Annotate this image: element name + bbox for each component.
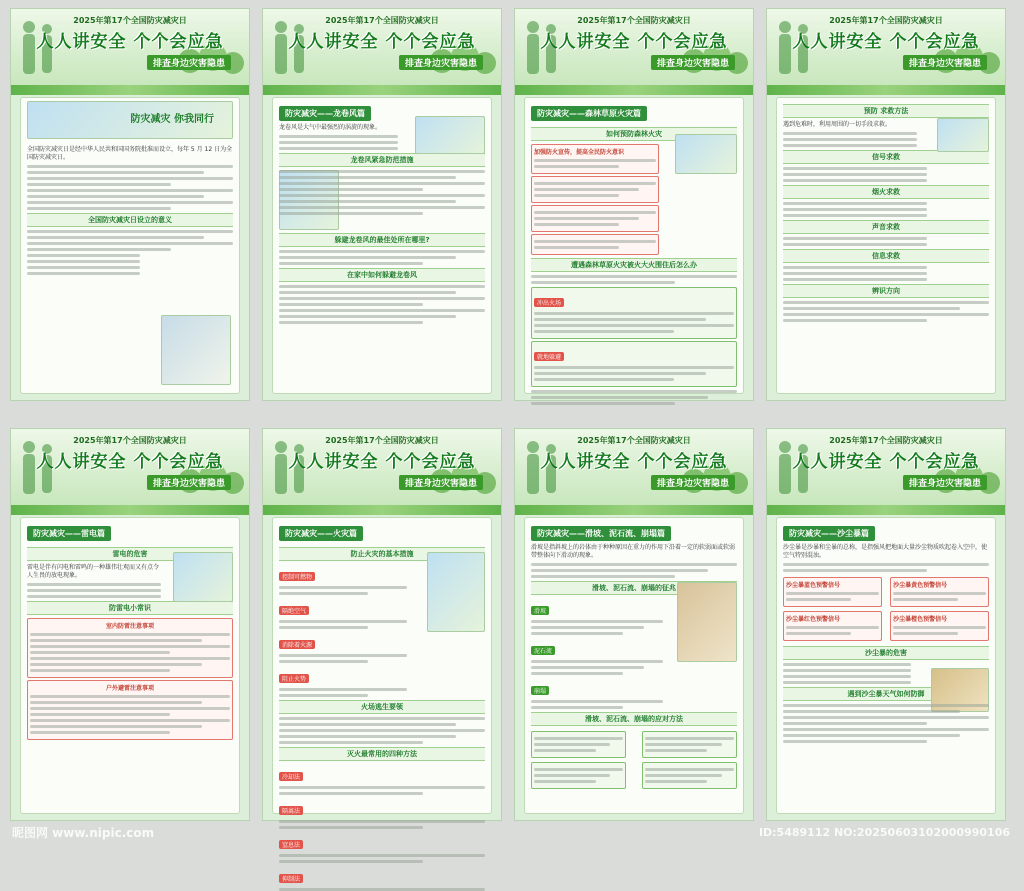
slogan: 人人讲安全 个个会应急 [792,32,980,52]
tag-label: 泥石流 [531,646,555,655]
city-skyline-picture [27,101,233,139]
tag-label: 阻止火势 [279,674,309,683]
poster-header [515,429,753,515]
warning-box [890,577,989,607]
section-title: 滑坡、泥石流、崩塌的应对方法 [531,712,737,726]
event-date: 2025年第17个全国防灾减灾日 [577,436,691,445]
subtitle: 排查身边灾害隐患 [903,55,987,70]
section-title: 在家中如何躲避龙卷风 [279,268,485,282]
landslide-picture [677,582,737,662]
event-date: 2025年第17个全国防灾减灾日 [325,436,439,445]
poster-header [515,9,753,95]
tornado-picture [161,315,231,385]
section-title: 火场逃生要领 [279,700,485,714]
poster-4 [766,8,1006,401]
poster-title: 防灾减灾——森林草原火灾篇 [531,106,647,121]
subtitle: 排查身边灾害隐患 [903,475,987,490]
poster-5 [10,428,250,821]
section-title: 遇到沙尘暴天气如何防御 [783,687,989,701]
poster-header [767,9,1005,95]
tip-box [531,287,737,339]
warning-label: 沙尘暴橙色预警信号 [893,616,948,623]
tag-label: 滑坡 [531,606,549,615]
warning-label: 沙尘暴红色预警信号 [786,616,841,623]
header-band [515,505,753,515]
header-band [263,505,501,515]
event-date: 2025年第17个全国防灾减灾日 [73,436,187,445]
header-band [11,505,249,515]
content-card [524,517,744,814]
section-title: 雷电的危害 [27,547,233,561]
tornado-picture [415,116,485,154]
section-title: 躲避龙卷风的最佳处所在哪里? [279,233,485,247]
poster-header [767,429,1005,515]
intro-text: 龙卷风是大气中最强烈的涡旋的现象。 [279,124,382,131]
tag-label: 冲出火场 [534,298,564,307]
section-title: 遭遇森林草原火灾被火大火围住后怎么办 [531,258,737,272]
tip-box [27,680,233,740]
section-title: 信号求救 [783,150,989,164]
event-date: 2025年第17个全国防灾减灾日 [829,16,943,25]
tag-label: 崩塌 [531,686,549,695]
subtitle: 排查身边灾害隐患 [147,475,231,490]
poster-7 [514,428,754,821]
poster-2 [262,8,502,401]
tag-label: 冷却法 [279,772,303,781]
poster-6 [262,428,502,883]
fire-picture [675,134,737,174]
picture-caption: 防灾减灾 你我同行 [130,114,214,125]
tag-label: 隔绝空气 [279,606,309,615]
subtitle: 排查身边灾害隐患 [399,55,483,70]
subtitle: 排查身边灾害隐患 [147,55,231,70]
poster-8 [766,428,1006,821]
section-title: 辨识方向 [783,284,989,298]
header-band [11,85,249,95]
poster-header [263,9,501,95]
warning-label: 沙尘暴蓝色预警信号 [786,582,841,589]
poster-title: 防灾减灾——龙卷风篇 [279,106,371,121]
content-card [776,97,996,394]
poster-header [263,429,501,515]
tip-heading: 室内防雷注意事项 [105,623,154,630]
poster-header [11,9,249,95]
intro-text: 雷电是伴有闪电和雷鸣的一种雄伟壮观而又有点令人生畏的放电现象。 [27,564,160,579]
content-card [524,97,744,394]
tip-heading: 户外避雷注意事项 [105,685,154,692]
event-date: 2025年第17个全国防灾减灾日 [325,16,439,25]
tip-box [27,618,233,678]
slogan: 人人讲安全 个个会应急 [288,452,476,472]
tag-label: 控制可燃物 [279,572,315,581]
content-card [20,517,240,814]
subtitle: 排查身边灾害隐患 [651,55,735,70]
intro-text: 全国防灾减灾日是经中华人民共和国国务院批准而设立，每年 5 月 12 日为全国防灾减灾日。 [27,146,233,161]
header-band [767,505,1005,515]
content-card [272,97,492,394]
section-title: 灭火最常用的四种方法 [279,747,485,761]
section-title: 龙卷风紧急防范措施 [279,153,485,167]
section-title: 声音求救 [783,220,989,234]
poster-1 [10,8,250,401]
warning-box [783,577,882,607]
header-band [515,85,753,95]
slogan: 人人讲安全 个个会应急 [36,452,224,472]
section-title: 防雷电小常识 [27,601,233,615]
watermark-right: ID:5489112 NO:20250603102000990106 [758,825,1010,839]
intro-text: 遇到危难时，利用周围的一切手段求救。 [783,121,892,128]
lightning-picture [173,552,233,602]
event-date: 2025年第17个全国防灾减灾日 [829,436,943,445]
slogan: 人人讲安全 个个会应急 [792,452,980,472]
content-card [20,97,240,394]
slogan: 人人讲安全 个个会应急 [288,32,476,52]
section-title: 信息求救 [783,249,989,263]
section-title: 沙尘暴的危害 [783,646,989,660]
subtitle: 排查身边灾害隐患 [651,475,735,490]
tip-box [531,144,659,174]
tip-box [531,341,737,387]
subtitle: 排查身边灾害隐患 [399,475,483,490]
poster-title: 防灾减灾——雷电篇 [27,526,111,541]
tip-heading: 加强防火宣传，提高全民防火意识 [534,149,625,156]
rescue-picture [937,118,989,152]
slogan: 人人讲安全 个个会应急 [36,32,224,52]
content-card [776,517,996,814]
slogan: 人人讲安全 个个会应急 [540,452,728,472]
tag-label: 抑制法 [279,874,303,883]
section-title: 全国防灾减灾日设立的意义 [27,213,233,227]
tag-label: 就地躲避 [534,352,564,361]
warning-label: 沙尘暴黄色预警信号 [893,582,948,589]
slogan: 人人讲安全 个个会应急 [540,32,728,52]
intro-text: 沙尘暴是沙暴和尘暴的总称，是指强风把地面大量沙尘物质吹起卷入空中，使空气特别混浊。 [783,544,988,559]
header-band [767,85,1005,95]
poster-title: 防灾减灾——滑坡、泥石流、崩塌篇 [531,526,671,541]
warning-box [783,611,882,641]
poster-title: 防灾减灾——沙尘暴篇 [783,526,875,541]
warning-box [890,611,989,641]
tag-label: 隔离法 [279,806,303,815]
event-date: 2025年第17个全国防灾减灾日 [577,16,691,25]
content-card [272,517,492,883]
poster-title: 防灾减灾——火灾篇 [279,526,363,541]
fire-extinguish-picture [427,552,485,632]
section-title: 防止火灾的基本措施 [279,547,485,561]
poster-3 [514,8,754,401]
watermark-left: 昵图网 www.nipic.com [12,825,155,840]
section-title: 预防 求救方法 [783,104,989,118]
tag-label: 消除着火源 [279,640,315,649]
intro-text: 滑坡是指斜坡上的岩体由于种种原因在重力的作用下沿着一定的软弱面或软弱带整体向下滑动的现象。 [531,544,736,559]
event-date: 2025年第17个全国防灾减灾日 [73,16,187,25]
tag-label: 窒息法 [279,840,303,849]
section-title: 如何预防森林火灾 [531,127,737,141]
section-title: 烟火求救 [783,185,989,199]
poster-header [11,429,249,515]
section-title: 滑坡、泥石流、崩塌的征兆 [531,581,737,595]
header-band [263,85,501,95]
